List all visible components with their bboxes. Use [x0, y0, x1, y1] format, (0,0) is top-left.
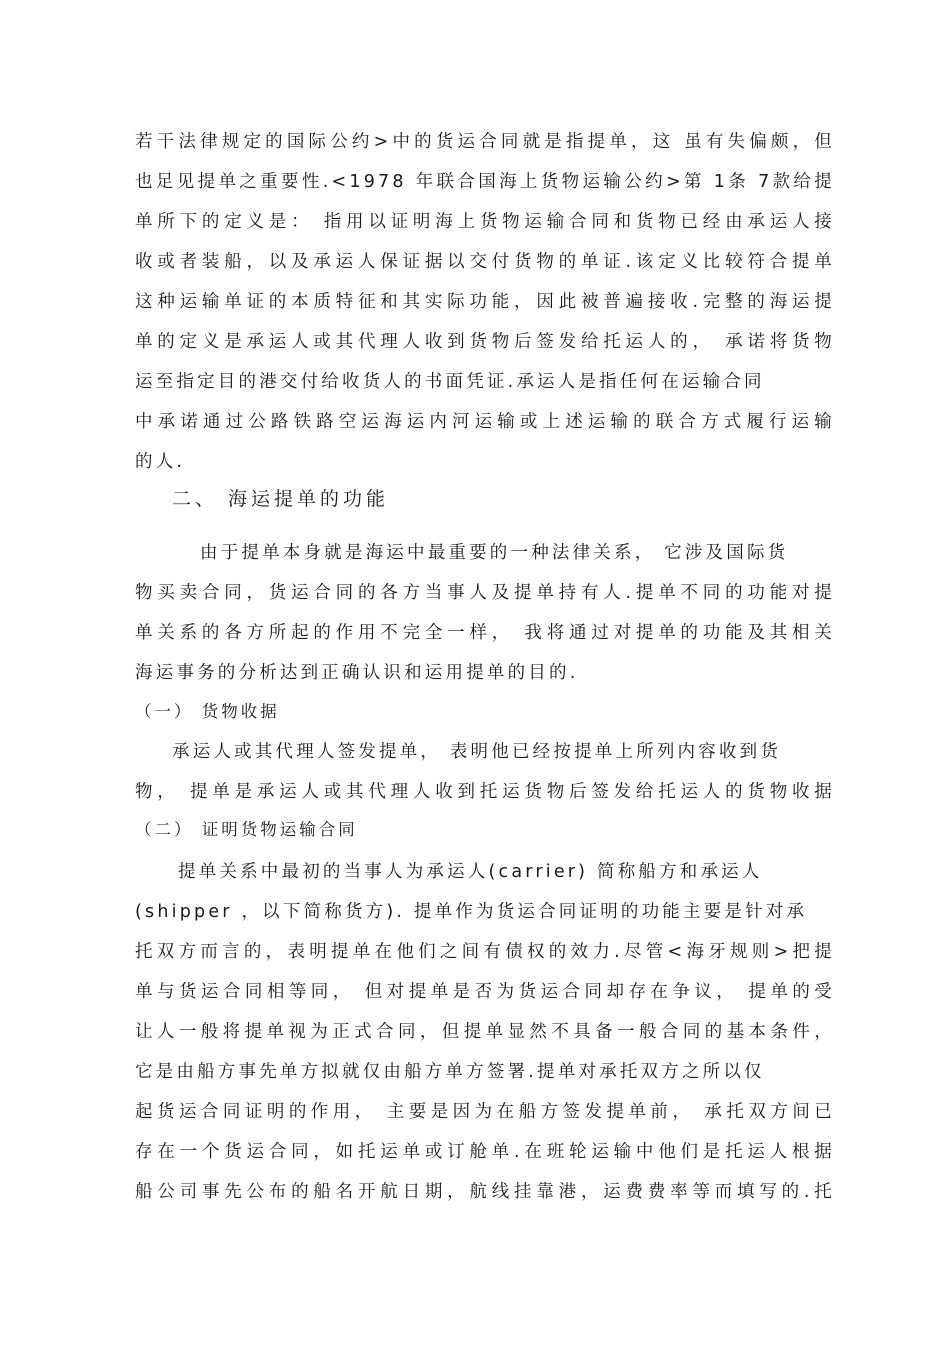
paragraph3-line-2: 物， 提单是承运人或其代理人收到托运货物后签发给托运人的货物收据 [135, 782, 835, 802]
paragraph4-line-9: 船公司事先公布的船名开航日期，航线挂靠港，运费费率等而填写的.托 [135, 1182, 835, 1202]
subheading-cargo-receipt: （一） 货物收据 [135, 702, 280, 721]
paragraph4-line-1: 提单关系中最初的当事人为承运人(carrier) 简称船方和承运人 [178, 862, 763, 882]
paragraph1-line-1: 若干法律规定的国际公约>中的货运合同就是指提单，这 虽有失偏颇，但 [135, 132, 835, 152]
paragraph4-line-3: 托双方而言的，表明提单在他们之间有债权的效力.尽管<海牙规则>把提 [135, 942, 835, 962]
paragraph1-line-4: 收或者装船，以及承运人保证据以交付货物的单证.该定义比较符合提单 [135, 252, 835, 272]
section-heading-functions: 二、 海运提单的功能 [172, 488, 390, 510]
paragraph2-line-1: 由于提单本身就是海运中最重要的一种法律关系， 它涉及国际货 [200, 543, 789, 563]
paragraph1-line-3: 单所下的定义是： 指用以证明海上货物运输合同和货物已经由承运人接 [135, 212, 835, 232]
paragraph4-line-2: (shipper ，以下简称货方). 提单作为货运合同证明的功能主要是针对承 [135, 902, 808, 922]
paragraph1-line-7: 运至指定目的港交付给收货人的书面凭证.承运人是指任何在运输合同 [135, 372, 765, 392]
paragraph1-line-8: 中承诺通过公路铁路空运海运内河运输或上述运输的联合方式履行运输 [135, 412, 835, 432]
paragraph2-line-4: 海运事务的分析达到正确认识和运用提单的目的. [135, 663, 579, 683]
paragraph4-line-5: 让人一般将提单视为正式合同，但提单显然不具备一般合同的基本条件， [135, 1022, 835, 1042]
paragraph4-line-6: 它是由船方事先单方拟就仅由船方单方签署.提单对承托双方之所以仅 [135, 1062, 765, 1082]
paragraph1-line-9: 的人. [135, 452, 186, 472]
paragraph3-line-1: 承运人或其代理人签发提单， 表明他已经按提单上所列内容收到货 [172, 742, 782, 762]
paragraph4-line-7: 起货运合同证明的作用， 主要是因为在船方签发提单前， 承托双方间已 [135, 1102, 835, 1122]
paragraph1-line-6: 单的定义是承运人或其代理人收到货物后签发给托运人的， 承诺将货物 [135, 332, 835, 352]
paragraph1-line-2: 也足见提单之重要性.<1978 年联合国海上货物运输公约>第 1条 7款给提 [135, 172, 835, 192]
subheading-contract-evidence: （二） 证明货物运输合同 [135, 820, 358, 839]
paragraph1-line-5: 这种运输单证的本质特征和其实际功能，因此被普遍接收.完整的海运提 [135, 292, 835, 312]
paragraph2-line-3: 单关系的各方所起的作用不完全一样， 我将通过对提单的功能及其相关 [135, 623, 835, 643]
paragraph2-line-2: 物买卖合同，货运合同的各方当事人及提单持有人.提单不同的功能对提 [135, 583, 835, 603]
paragraph4-line-4: 单与货运合同相等同， 但对提单是否为货运合同却存在争议， 提单的受 [135, 982, 835, 1002]
paragraph4-line-8: 存在一个货运合同，如托运单或订舱单.在班轮运输中他们是托运人根据 [135, 1142, 835, 1162]
